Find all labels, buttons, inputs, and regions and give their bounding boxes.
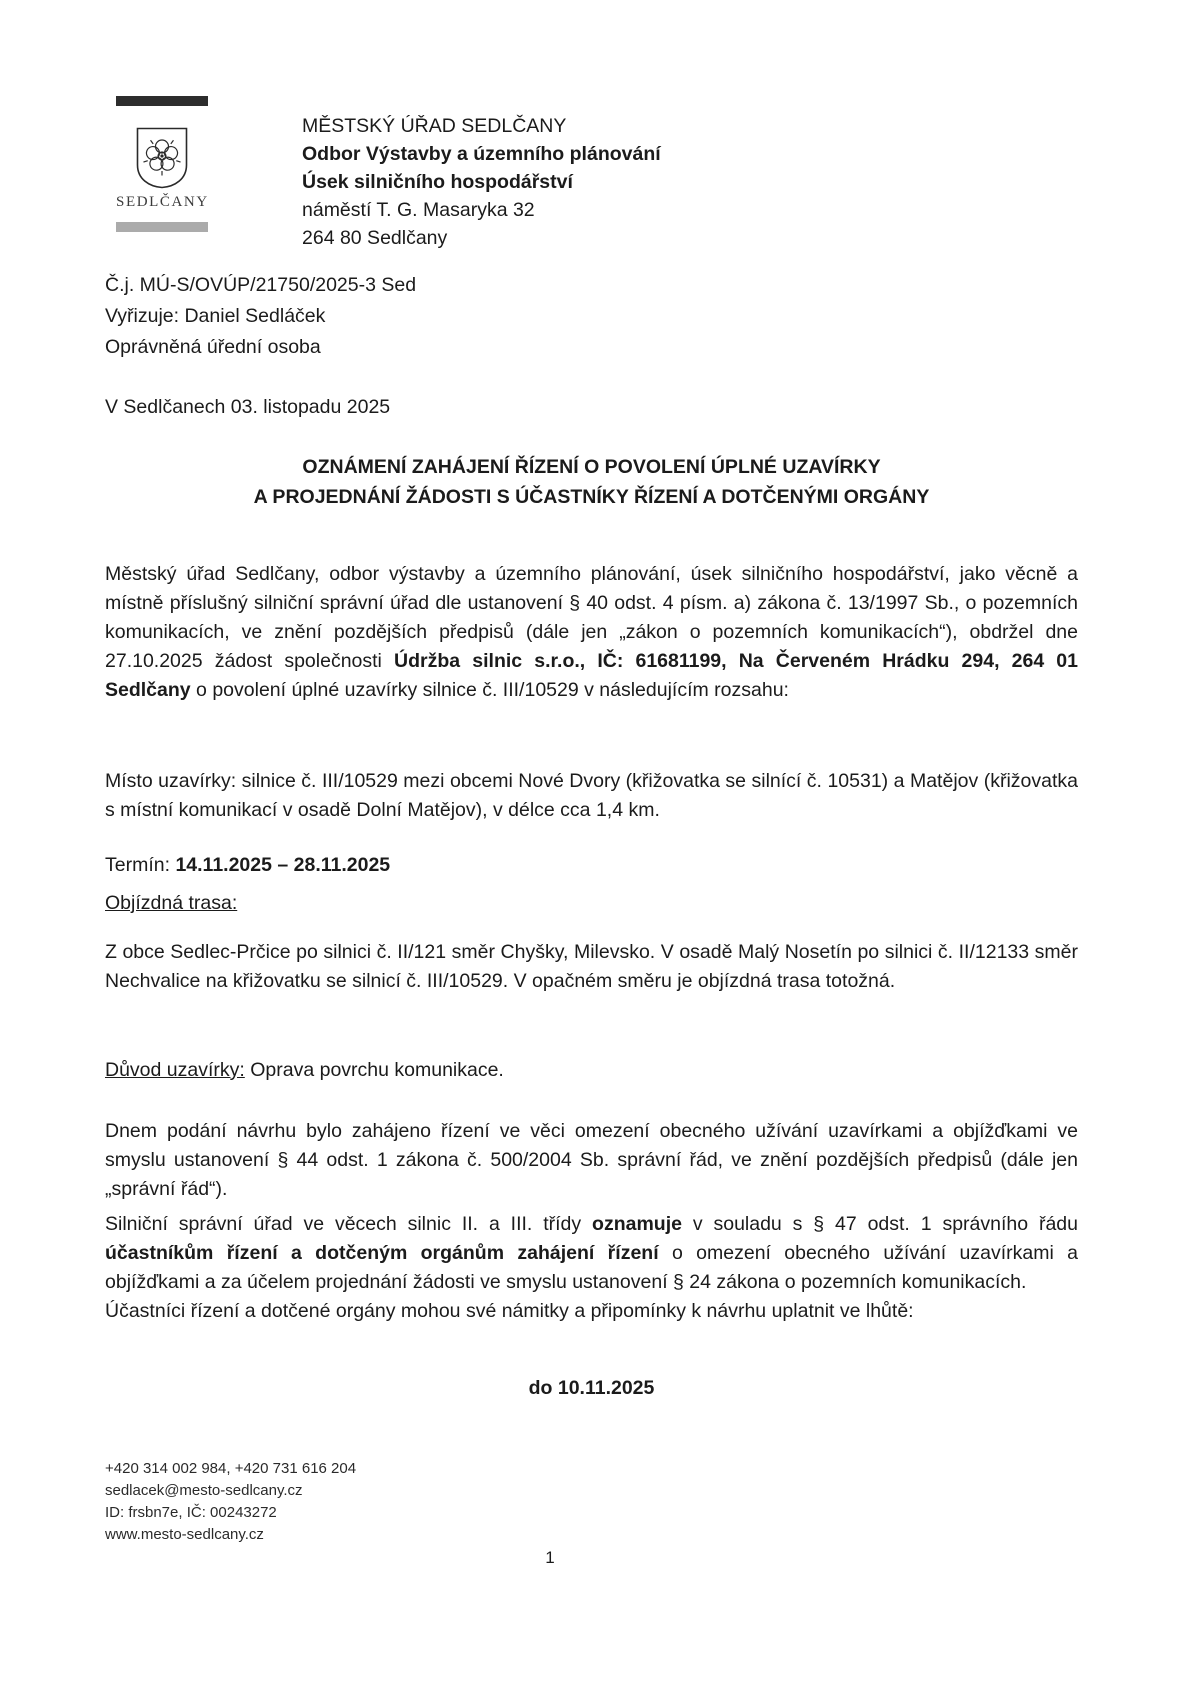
city-logo	[116, 96, 208, 232]
rose-coat-of-arms-icon	[136, 127, 188, 189]
title-line-2: A PROJEDNÁNÍ ŽÁDOSTI S ÚČASTNÍKY ŘÍZENÍ A DOTČENÝMI ORGÁNY	[253, 486, 930, 508]
footer-phones: +420 314 002 984, +420 731 616 204	[105, 1460, 357, 1477]
opening-text: Městský úřad Sedlčany, odbor výstavby a územního plánování, úsek silničního hospodářství, jako věcně a místně příslušný silniční správní úřad dle ustanovení § 40 odst. 4 písm. a) zákona č. 13/1997 Sb., o pozemních komunikacích, ve znění pozdějších předpisů (dále jen „zákon o pozemních komunikacích“), obdržel dne 27.10.2025 žádost společnosti	[105, 562, 1078, 672]
detour-heading-text: Objízdná trasa:	[105, 892, 238, 914]
letterhead	[302, 112, 661, 252]
footer-ids: ID: frsbn7e, IČ: 00243272	[105, 1504, 277, 1521]
reference-block	[105, 270, 416, 363]
page-number: 1	[545, 1548, 555, 1567]
announce-text-1: Silniční správní úřad ve věcech silnic II. a III. třídy	[105, 1213, 593, 1235]
authorized-person: Oprávněná úřední osoba	[105, 336, 321, 358]
announcement-paragraph	[105, 1210, 1078, 1297]
deadline-line: do 10.11.2025	[528, 1377, 655, 1399]
footer-email: sedlacek@mesto-sedlcany.cz	[105, 1482, 303, 1499]
footer-contact-block	[105, 1458, 356, 1546]
section-name: Úsek silničního hospodářství	[302, 171, 573, 193]
opening-paragraph	[105, 560, 1078, 705]
file-number: Č.j. MÚ-S/OVÚP/21750/2025-3 Sed	[105, 274, 417, 296]
handler-name: Vyřizuje: Daniel Sedláček	[105, 305, 326, 327]
office-name: MĚSTSKÝ ÚŘAD SEDLČANY	[302, 115, 567, 137]
initiation-paragraph: Dnem podání návrhu bylo zahájeno řízení ve věci omezení obecného užívání uzavírkami a objížďkami ve smyslu ustanovení § 44 odst. 1 zákona č. 500/2004 Sb. správní řád, ve znění pozdějších předpisů (dále jen „správní řád“).	[105, 1119, 1078, 1200]
address-street: náměstí T. G. Masaryka 32	[302, 199, 535, 221]
logo-city-name: SEDLČANY	[116, 194, 209, 210]
detour-heading	[105, 889, 1078, 918]
announce-bold-oznamuje: oznamuje	[592, 1213, 682, 1235]
announce-bold-participants: účastníkům řízení a dotčeným orgánům zahájení řízení	[105, 1242, 659, 1264]
announce-text-2: v souladu s § 47 odst. 1 správního řádu	[681, 1213, 1078, 1235]
closure-location-paragraph: Místo uzavírky: silnice č. III/10529 mezi obcemi Nové Dvory (křižovatka se silnící č. 10531) a Matějov (křižovatka s místní komunikací v osadě Dolní Matějov), v délce cca 1,4 km.	[105, 769, 1078, 821]
term-label: Termín:	[105, 853, 176, 876]
document-title	[105, 452, 1078, 512]
objections-line: Účastníci řízení a dotčené orgány mohou své námitky a připomínky k návrhu uplatnit ve lhůtě:	[105, 1300, 914, 1322]
announce-text-3: o omezení obecného užívání uzavírkami a objížďkami a za účelem projednání žádosti ve smyslu ustanovení § 24 zákona o pozemních komunikacích.	[105, 1242, 1078, 1293]
announcement-block	[105, 1210, 1078, 1326]
closure-reason-line	[105, 1056, 1078, 1085]
address-city: 264 80 Sedlčany	[302, 227, 448, 249]
reason-label: Důvod uzavírky:	[105, 1058, 245, 1081]
detour-paragraph: Z obce Sedlec-Prčice po silnici č. II/121 směr Chyšky, Milevsko. V osadě Malý Nosetín po silnici č. II/12133 směr Nechvalice na křižovatku se silnicí č. III/10529. V opačném směru je objízdná trasa totožná.	[105, 940, 1078, 992]
logo-top-bar	[116, 96, 208, 106]
logo-bottom-bar	[116, 222, 208, 232]
term-dates: 14.11.2025 – 28.11.2025	[175, 853, 391, 876]
applicant-name: Údržba silnic s.r.o., IČ: 61681199, Na Červeném Hrádku 294, 264 01 Sedlčany	[105, 649, 1078, 701]
dateline: V Sedlčanech 03. listopadu 2025	[105, 396, 391, 418]
title-line-1: OZNÁMENÍ ZAHÁJENÍ ŘÍZENÍ O POVOLENÍ ÚPLNÉ UZAVÍRKY	[302, 456, 881, 478]
term-line	[105, 851, 1078, 880]
footer-website: www.mesto-sedlcany.cz	[105, 1526, 264, 1543]
opening-text-end: o povolení úplné uzavírky silnice č. III/10529 v následujícím rozsahu:	[190, 678, 789, 701]
department-name: Odbor Výstavby a územního plánování	[302, 143, 661, 165]
reason-text: Oprava povrchu komunikace.	[244, 1058, 504, 1081]
